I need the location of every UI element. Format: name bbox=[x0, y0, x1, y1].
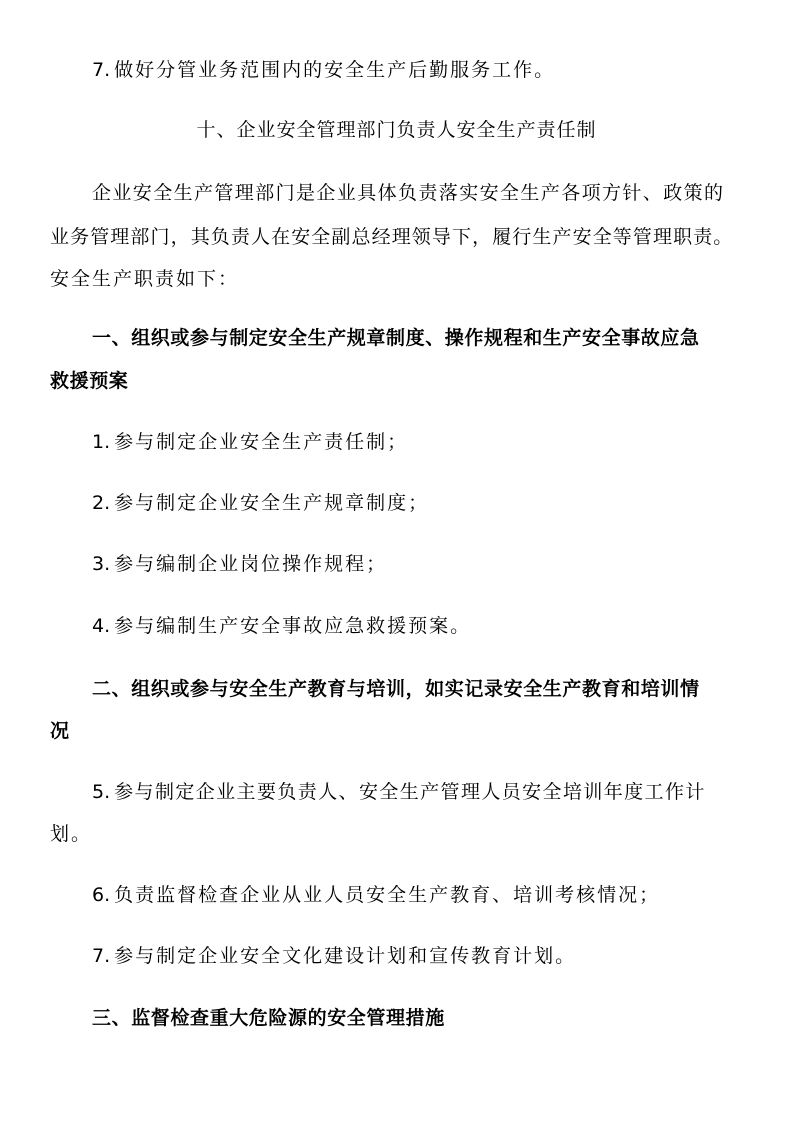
item-number: 7. bbox=[92, 945, 111, 967]
item-text: 参与编制生产安全事故应急救援预案。 bbox=[114, 615, 472, 637]
section-heading-ten: 十、企业安全管理部门负责人安全生产责任制 bbox=[196, 119, 597, 141]
subheading-one-line-1: 一、组织或参与制定安全生产规章制度、操作规程和生产安全事故应急 bbox=[92, 327, 700, 349]
list-item-6 bbox=[92, 882, 792, 908]
item-number: 6. bbox=[92, 884, 111, 906]
item-number: 7. bbox=[92, 59, 111, 81]
paragraph-item-7-logistics bbox=[92, 57, 792, 83]
item-text: 参与制定企业安全生产规章制度； bbox=[114, 492, 430, 514]
subheading-three: 三、监督检查重大危险源的安全管理措施 bbox=[92, 1007, 445, 1029]
item-number: 4. bbox=[92, 615, 111, 637]
list-item-2 bbox=[92, 490, 792, 516]
item-number: 1. bbox=[92, 431, 111, 453]
item-text: 负责监督检查企业从业人员安全生产教育、培训考核情况； bbox=[114, 884, 661, 906]
list-item-5-line-2: 划。 bbox=[50, 823, 93, 845]
item-number: 2. bbox=[92, 492, 111, 514]
item-text: 参与编制企业岗位操作规程； bbox=[114, 553, 388, 575]
item-number: 3. bbox=[92, 553, 111, 575]
item-text: 参与制定企业安全文化建设计划和宣传教育计划。 bbox=[114, 945, 577, 967]
intro-paragraph-line-3: 安全生产职责如下： bbox=[50, 268, 240, 290]
item-number: 5. bbox=[92, 781, 111, 803]
list-item-1 bbox=[92, 429, 792, 455]
intro-paragraph-line-2: 业务管理部门，其负责人在安全副总经理领导下，履行生产安全等管理职责。 bbox=[50, 226, 734, 248]
item-text: 参与制定企业主要负责人、安全生产管理人员安全培训年度工作计 bbox=[114, 781, 706, 803]
list-item-3 bbox=[92, 551, 792, 577]
subheading-two-line-1: 二、组织或参与安全生产教育与培训，如实记录安全生产教育和培训情 bbox=[92, 678, 700, 700]
subheading-two-line-2: 况 bbox=[50, 720, 70, 742]
subheading-one-line-2: 救援预案 bbox=[50, 370, 129, 392]
intro-paragraph-line-1: 企业安全生产管理部门是企业具体负责落实安全生产各项方针、政策的 bbox=[92, 182, 725, 204]
item-text: 参与制定企业安全生产责任制； bbox=[114, 431, 409, 453]
list-item-4 bbox=[92, 613, 792, 639]
list-item-7 bbox=[92, 943, 792, 969]
list-item-5-line-1 bbox=[92, 779, 792, 805]
item-text: 做好分管业务范围内的安全生产后勤服务工作。 bbox=[114, 59, 556, 81]
